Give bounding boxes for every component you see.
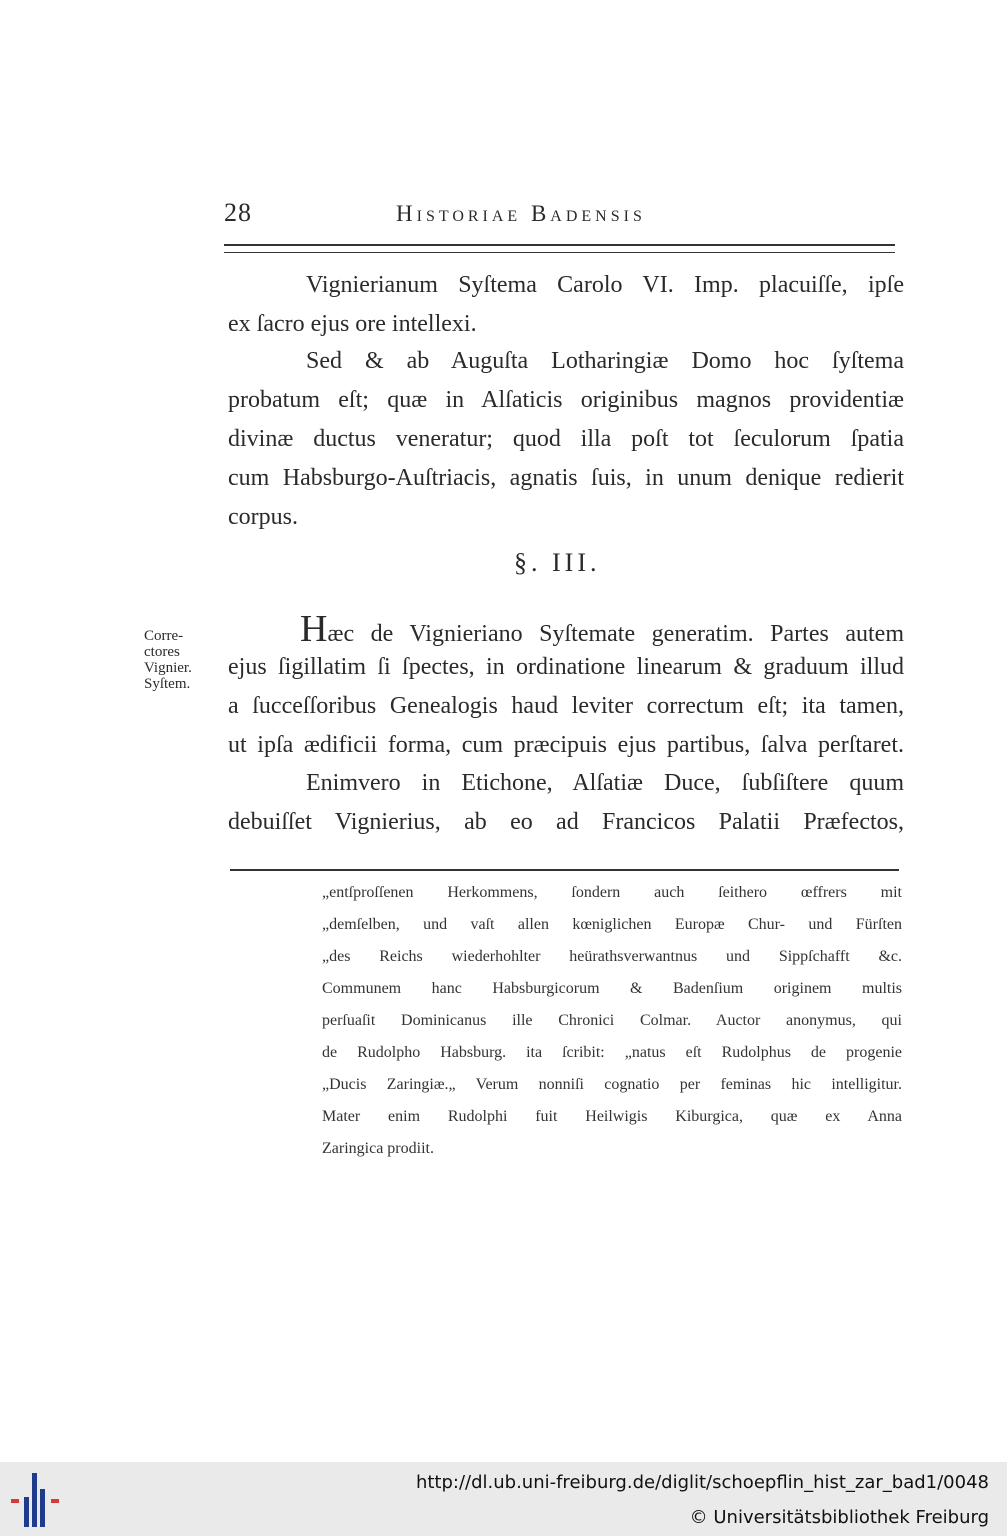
drop-cap: H — [300, 608, 328, 650]
section-line: debuiſſet Vignierius, ab eo ad Francicos Palatii Præfectos, — [228, 809, 904, 835]
page-number: 28 — [224, 198, 252, 227]
body-line: ex ſacro ejus ore intellexi. — [228, 311, 477, 337]
footnote-line: Mater enim Rudolphi fuit Heilwigis Kiburgica, quæ ex Anna — [322, 1108, 902, 1125]
copyright-text: © Universitätsbibliothek Freiburg — [689, 1507, 989, 1528]
source-url-link[interactable]: http://dl.ub.uni-freiburg.de/diglit/schoepflin_hist_zar_bad1/0048 — [415, 1472, 989, 1493]
running-title: Historiae Badensis — [396, 201, 646, 226]
library-logo-icon — [11, 1473, 63, 1529]
footnote-line: „des Reichs wiederhohlter heürathsverwantnus und Sippſchafft &c. — [322, 948, 902, 965]
footnote-line: „demſelben, und vaſt allen kœniglichen Europæ Chur- und Fürſten — [322, 916, 902, 933]
margin-note — [144, 628, 214, 692]
margin-note-line: Corre- — [144, 628, 184, 644]
footnote-line: Communem hanc Habsburgicorum & Badenſium originem multis — [322, 980, 902, 997]
footnote-line: de Rudolpho Habsburg. ita ſcribit: „natus eſt Rudolphus de progenie — [322, 1044, 902, 1061]
body-line: Vignierianum Syſtema Carolo VI. Imp. placuiſſe, ipſe — [306, 272, 904, 298]
footnote-line: perſuaſit Dominicanus ille Chronici Colmar. Auctor anonymus, qui — [322, 1012, 902, 1029]
body-line: corpus. — [228, 504, 298, 530]
margin-note-line: Vignier. — [144, 660, 192, 676]
body-line: cum Habsburgo-Auſtriacis, agnatis ſuis, in unum denique redierit — [228, 465, 904, 491]
section-line: a ſucceſſoribus Genealogis haud leviter correctum eſt; ita tamen, — [228, 693, 904, 719]
body-line: probatum eſt; quæ in Alſaticis originibus magnos providentiæ — [228, 387, 904, 413]
footnote-line: „Ducis Zaringiæ.„ Verum nonniſi cognatio per feminas hic intelligitur. — [322, 1076, 902, 1093]
margin-note-line: Syſtem. — [144, 676, 191, 692]
footnote-line: Zaringica prodiit. — [322, 1140, 434, 1157]
body-line: Sed & ab Auguſta Lotharingiæ Domo hoc ſyſtema — [306, 348, 904, 374]
section-first-line-text: æc de Vignieriano Syſtemate generatim. Partes autem — [327, 621, 904, 647]
section-heading: §. III. — [514, 548, 601, 577]
section-first-line — [300, 608, 904, 650]
footnote-rule — [230, 869, 899, 871]
footnote-line: „entſproſſenen Herkommens, ſondern auch ſeithero œffrers mit — [322, 884, 902, 901]
body-line: divinæ ductus veneratur; quod illa poſt tot ſeculorum ſpatia — [228, 426, 904, 452]
section-line: Enimvero in Etichone, Alſatiæ Duce, ſubſiſtere quum — [306, 770, 904, 796]
section-line: ejus ſigillatim ſi ſpectes, in ordinatione linearum & graduum illud — [228, 654, 904, 680]
section-line: ut ipſa ædificii forma, cum præcipuis ejus partibus, ſalva perſtaret. — [228, 732, 904, 758]
header-rule-thick — [224, 244, 895, 246]
margin-note-line: ctores — [144, 644, 180, 660]
header-rule-thin — [224, 252, 895, 253]
